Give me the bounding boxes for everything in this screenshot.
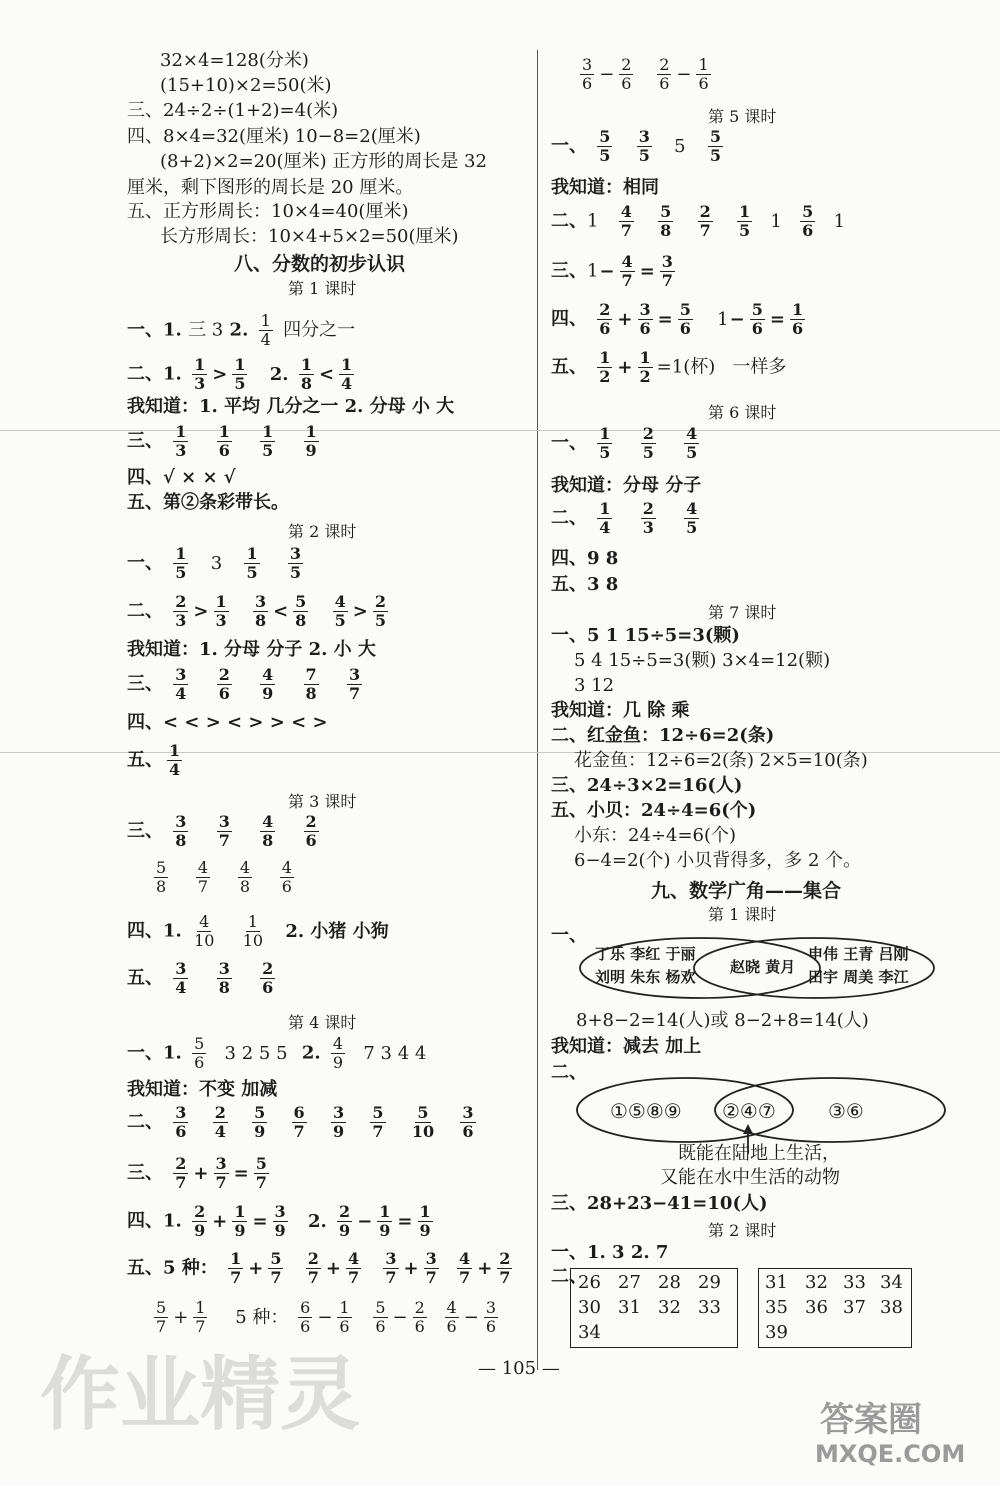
grid-cell: 36 bbox=[805, 1297, 828, 1318]
venn-left-names: 刘明 朱东 杨欢 bbox=[595, 968, 696, 986]
answer-line: 四、1. $\frac{2}{9}$ + $\frac{1}{9}$ = $\frac{3}{9}$ 2. $\frac{2}{9}$ − $\frac{1}{9}$ = $\frac{1}{9}$ bbox=[127, 1202, 431, 1240]
answer-line: 我知道：1. 平均 几分之一 2. 分母 小 大 bbox=[127, 396, 455, 417]
answer-line: 一、5 1 15÷5=3(颗) bbox=[551, 625, 740, 646]
answer-line: 三、24÷3×2=16(人) bbox=[551, 775, 743, 796]
grid-cell: 33 bbox=[698, 1297, 721, 1318]
grid-cell: 28 bbox=[658, 1272, 681, 1293]
lesson-heading: 第 1 课时 bbox=[288, 279, 357, 298]
answer-line: 一、 $\frac{1}{5}$ $\frac{2}{5}$ $\frac{4}{5}$ bbox=[551, 424, 698, 462]
grid-cell: 27 bbox=[618, 1272, 641, 1293]
answer-line: 长方形周长：10×4+5×2=50(厘米) bbox=[160, 226, 459, 247]
answer-line: 四、1. $\frac{4}{10}$ $\frac{1}{10}$ 2. 小猪 小狗 bbox=[127, 912, 389, 950]
site-logo-url: MXQE.COM bbox=[815, 1440, 966, 1468]
venn-right-names: 申伟 王青 吕刚 bbox=[808, 945, 909, 963]
answer-line: 二、1. $\frac{1}{3}$ > $\frac{1}{5}$ 2. $\frac{1}{8}$ < $\frac{1}{4}$ bbox=[127, 355, 353, 393]
grid-cell: 32 bbox=[658, 1297, 681, 1318]
grid-cell: 30 bbox=[578, 1297, 601, 1318]
answer-line: 我知道：1. 分母 分子 2. 小 大 bbox=[127, 639, 376, 660]
answer-line: 我知道：分母 分子 bbox=[551, 475, 702, 496]
lesson-heading: 第 1 课时 bbox=[708, 905, 777, 924]
lesson-heading: 第 7 课时 bbox=[708, 603, 777, 622]
answer-line: 五、3 8 bbox=[551, 574, 619, 595]
answer-line: 一、1. 三 3 2. $\frac{1}{4}$ 四分之一 bbox=[127, 311, 356, 349]
answer-line: 三、24÷2÷(1+2)=4(米) bbox=[127, 100, 339, 121]
venn-right-set: ③⑥ bbox=[828, 1099, 864, 1123]
answer-line: 四、< < > < > > < > bbox=[127, 712, 328, 733]
answer-line: 二、 $\frac{3}{6}$ $\frac{2}{4}$ $\frac{5}{9}$ $\frac{6}{7}$ $\frac{3}{9}$ $\frac{5}{7}$ $\frac{5}{10}$ $\frac{3}{6}$ bbox=[127, 1103, 474, 1141]
answer-line: 四、 $\frac{2}{6}$ + $\frac{3}{6}$ = $\frac{5}{6}$ 1− $\frac{5}{6}$ = $\frac{1}{6}$ bbox=[551, 300, 804, 338]
answer-line: $\frac{5}{8}$ $\frac{4}{7}$ $\frac{4}{8}$ $\frac{4}{6}$ bbox=[156, 858, 292, 896]
venn-middle-names: 赵晓 黄月 bbox=[730, 958, 796, 976]
venn-caption: 既能在陆地上生活， bbox=[678, 1143, 840, 1164]
answer-line: 二、 $\frac{2}{3}$ > $\frac{1}{3}$ $\frac{3}{8}$ < $\frac{5}{8}$ $\frac{4}{5}$ > $\frac{2}{5}$ bbox=[127, 592, 386, 630]
venn-middle-set: ②④⑦ bbox=[722, 1099, 776, 1123]
section-title: 八、分数的初步认识 bbox=[234, 253, 406, 275]
answer-line: 五、 $\frac{1}{2}$ + $\frac{1}{2}$ =1(杯) 一样多 bbox=[551, 348, 787, 386]
venn-right-names: 田宇 周美 李江 bbox=[808, 968, 909, 986]
grid-cell: 37 bbox=[843, 1297, 866, 1318]
grid-cell: 34 bbox=[880, 1272, 903, 1293]
grid-cell: 29 bbox=[698, 1272, 721, 1293]
answer-line: 二、 $\frac{1}{4}$ $\frac{2}{3}$ $\frac{4}{5}$ bbox=[551, 499, 698, 537]
site-logo: 答案圈 bbox=[820, 1400, 922, 1440]
answer-line: 厘米，剩下图形的周长是 20 厘米。 bbox=[127, 177, 414, 198]
grid-cell: 32 bbox=[805, 1272, 828, 1293]
page-number: — 105 — bbox=[478, 1358, 560, 1379]
lesson-heading: 第 4 课时 bbox=[288, 1013, 357, 1032]
answer-line: 一、1. 3 2. 7 bbox=[551, 1242, 669, 1263]
venn-caption: 又能在水中生活的动物 bbox=[660, 1167, 840, 1188]
answer-line: 三、 $\frac{2}{7}$ + $\frac{3}{7}$ = $\frac{5}{7}$ bbox=[127, 1154, 267, 1192]
answer-line: 我知道：减去 加上 bbox=[551, 1036, 702, 1057]
venn-left-names: 丁乐 李红 于丽 bbox=[595, 945, 696, 963]
question-label: 二、 bbox=[551, 1266, 587, 1287]
answer-line: 我知道：相同 bbox=[551, 177, 659, 198]
answer-line: 二、红金鱼：12÷6=2(条) bbox=[551, 725, 775, 746]
grid-cell: 34 bbox=[578, 1322, 601, 1343]
lesson-heading: 第 6 课时 bbox=[708, 403, 777, 422]
grid-cell: 35 bbox=[765, 1297, 788, 1318]
lesson-heading: 第 2 课时 bbox=[708, 1221, 777, 1240]
section-title: 九、数学广角——集合 bbox=[651, 880, 842, 902]
column-divider bbox=[537, 50, 538, 1370]
answer-line: 五、5 种： $\frac{1}{7}$ + $\frac{5}{7}$ $\frac{2}{7}$ + $\frac{4}{7}$ $\frac{3}{7}$ + $\frac{3}{7}$ $\frac{4}{7}$ + $\frac{2}{7}$ bbox=[127, 1249, 511, 1287]
answer-line: 3 12 bbox=[574, 675, 615, 696]
lesson-heading: 第 5 课时 bbox=[708, 107, 777, 126]
answer-line: 一、 $\frac{1}{5}$ 3 $\frac{1}{5}$ $\frac{3}{5}$ bbox=[127, 544, 301, 582]
grid-cell: 38 bbox=[880, 1297, 903, 1318]
answer-line: 一、 $\frac{5}{5}$ $\frac{3}{5}$ 5 $\frac{5}{5}$ bbox=[551, 127, 721, 165]
answer-line: 四、√ × × √ bbox=[127, 467, 236, 488]
watermark: 作业精灵 bbox=[40, 1347, 360, 1441]
answer-line: 五、正方形周长：10×4=40(厘米) bbox=[127, 201, 409, 222]
answer-line: 三、28+23−41=10(人) bbox=[551, 1193, 768, 1214]
answer-line: 四、9 8 bbox=[551, 548, 619, 569]
question-label: 二、 bbox=[551, 1062, 587, 1083]
answer-line: 三、1− $\frac{4}{7}$ = $\frac{3}{7}$ bbox=[551, 252, 673, 290]
answer-line: (15+10)×2=50(米) bbox=[160, 75, 332, 96]
answer-line: 我知道：几 除 乘 bbox=[551, 700, 690, 721]
answer-line: 三、 $\frac{3}{4}$ $\frac{2}{6}$ $\frac{4}{9}$ $\frac{7}{8}$ $\frac{3}{7}$ bbox=[127, 665, 361, 703]
answer-line: 四、8×4=32(厘米) 10−8=2(厘米) bbox=[127, 126, 421, 147]
answer-line: 五、 $\frac{3}{4}$ $\frac{3}{8}$ $\frac{2}{6}$ bbox=[127, 959, 274, 997]
answer-line: 6−4=2(个) 小贝背得多，多 2 个。 bbox=[574, 850, 862, 871]
answer-line: 8+8−2=14(人)或 8−2+8=14(人) bbox=[576, 1010, 869, 1031]
answer-line: $\frac{5}{7}$ + $\frac{1}{7}$ 5 种： $\frac{6}{6}$ − $\frac{1}{6}$ $\frac{5}{6}$ − $\frac{2}{6}$ $\frac{4}{6}$ − $\frac{3}{6}$ bbox=[156, 1298, 496, 1336]
venn-left-set: ①⑤⑧⑨ bbox=[610, 1099, 682, 1123]
answer-line: 小东：24÷4=6(个) bbox=[574, 825, 737, 846]
answer-line: 32×4=128(分米) bbox=[160, 50, 309, 71]
answer-line: 三、 $\frac{3}{8}$ $\frac{3}{7}$ $\frac{4}{8}$ $\frac{2}{6}$ bbox=[127, 812, 317, 850]
grid-cell: 39 bbox=[765, 1322, 788, 1343]
answer-line: 5 4 15÷5=3(颗) 3×4=12(颗) bbox=[574, 650, 831, 671]
question-label: 一、 bbox=[551, 925, 587, 946]
grid-cell: 33 bbox=[843, 1272, 866, 1293]
grid-cell: 26 bbox=[578, 1272, 601, 1293]
answer-line: 五、 $\frac{1}{4}$ bbox=[127, 741, 181, 779]
lesson-heading: 第 2 课时 bbox=[288, 522, 357, 541]
lesson-heading: 第 3 课时 bbox=[288, 792, 357, 811]
answer-line: 三、 $\frac{1}{3}$ $\frac{1}{6}$ $\frac{1}{5}$ $\frac{1}{9}$ bbox=[127, 422, 317, 460]
grid-cell: 31 bbox=[765, 1272, 788, 1293]
answer-line: 五、小贝：24÷4=6(个) bbox=[551, 800, 757, 821]
grid-cell: 31 bbox=[618, 1297, 641, 1318]
answer-line: 五、第②条彩带长。 bbox=[127, 492, 289, 513]
answer-line: 二、1 $\frac{4}{7}$ $\frac{5}{8}$ $\frac{2}{7}$ $\frac{1}{5}$ 1 $\frac{5}{6}$ 1 bbox=[551, 202, 846, 240]
answer-line: 我知道：不变 加减 bbox=[127, 1079, 278, 1100]
answer-line: 一、1. $\frac{5}{6}$ 3 2 5 5 2. $\frac{4}{9}$ 7 3 4 4 bbox=[127, 1034, 427, 1072]
answer-line: 花金鱼：12÷6=2(条) 2×5=10(条) bbox=[574, 750, 868, 771]
answer-line: $\frac{3}{6}$ − $\frac{2}{6}$ $\frac{2}{6}$ − $\frac{1}{6}$ bbox=[582, 55, 709, 93]
answer-line: (8+2)×2=20(厘米) 正方形的周长是 32 bbox=[160, 151, 487, 172]
